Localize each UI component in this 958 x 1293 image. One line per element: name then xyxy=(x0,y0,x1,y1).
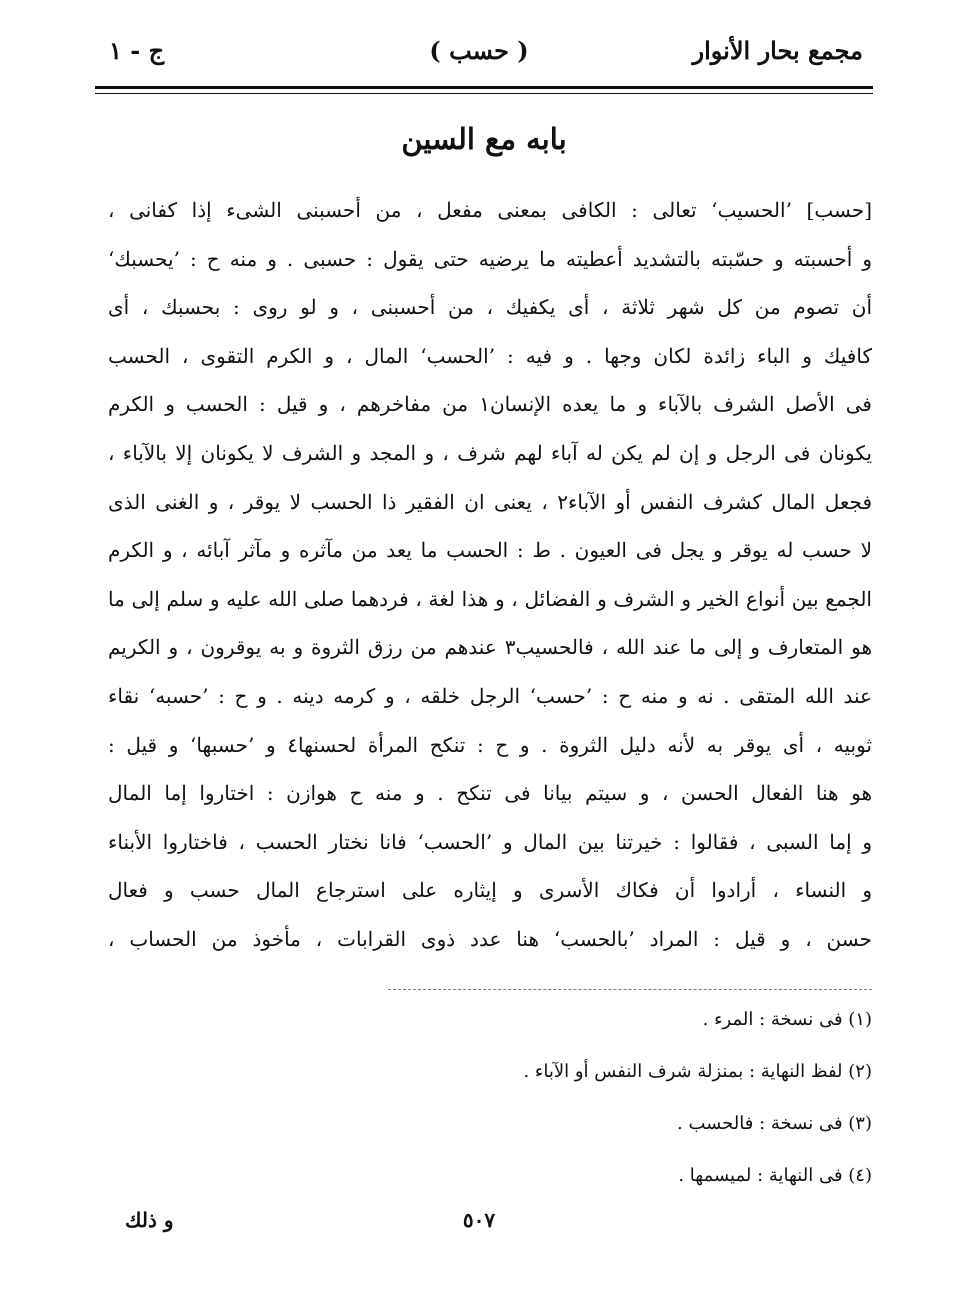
footnote: (٢) لفظ النهاية : بمنزلة شرف النفس أو الآباء . xyxy=(523,1061,872,1082)
page-footer xyxy=(95,1208,863,1248)
footnote-divider xyxy=(388,989,872,990)
text-line: و أحسبته و حسّبته بالتشديد أعطيته ما يرضيه حتى يقول : حسبى . و منه ح : ’يحسبك‘ xyxy=(108,246,872,271)
text-line: [حسب] ’الحسيب‘ تعالى : الكافى بمعنى مفعل ، من أحسبنى الشىء إذا كفانى ، xyxy=(108,198,872,222)
text-line: أن تصوم من كل شهر ثلاثة ، أى يكفيك ، من أحسبنى ، و لو روى : بحسبك ، أى xyxy=(108,295,872,320)
catchword: و ذلك xyxy=(125,1208,174,1232)
footnote: (٣) فى نسخة : فالحسب . xyxy=(677,1113,872,1134)
header-rule-thick xyxy=(95,86,873,89)
footnote: (١) فى نسخة : المرء . xyxy=(702,1009,872,1030)
text-line: حسن ، و قيل : المراد ’بالحسب‘ هنا عدد ذوى القرابات ، مأخوذ من الحساب ، xyxy=(108,926,872,951)
footnote: (٤) فى النهاية : لميسمها . xyxy=(678,1165,872,1186)
text-line: لا حسب له يوقر و يجل فى العيون . ط : الحسب ما يعد من مآثره و مآثر آبائه ، و الكرم xyxy=(108,538,872,563)
text-line: فجعل المال كشرف النفس أو الآباء٢ ، يعنى ان الفقير ذا الحسب لا يوقر ، و الغنى الذى xyxy=(108,489,872,514)
running-header xyxy=(95,36,863,86)
text-line: هو المتعارف و إلى ما عند الله ، فالحسيب٣ عندهم من رزق الثروة و به يوقرون ، و الكريم xyxy=(108,635,872,660)
section-title: بابه مع السين xyxy=(401,122,567,156)
page-number: ٥٠٧ xyxy=(462,1208,496,1232)
main-text xyxy=(108,186,872,964)
text-line: ثوبيه ، أى يوقر به لأنه دليل الثروة . و ح : تنكح المرأة لحسنها٤ و ’حسبها‘ و قيل : xyxy=(108,732,872,757)
entry-heading: ( حسب ) xyxy=(429,36,529,65)
volume-label: ج - ١ xyxy=(109,36,165,65)
text-line: فى الأصل الشرف بالآباء و ما يعده الإنسان١ من مفاخرهم ، و قيل : الحسب و الكرم xyxy=(108,392,872,417)
text-line: يكونان فى الرجل و إن لم يكن له آباء لهم شرف ، و المجد و الشرف لا يكونان إلا بالآباء ، xyxy=(108,440,872,465)
footnotes xyxy=(172,1000,872,1208)
text-line: و إما السبى ، فقالوا : خيرتنا بين المال و ’الحسب‘ فانا نختار الحسب ، فاختاروا الأبناء xyxy=(108,829,872,854)
text-line: الجمع بين أنواع الخير و الشرف و الفضائل ، و هذا لغة ، فردهما صلى الله عليه و سلم إلى ما xyxy=(108,586,872,611)
text-line: هو هنا الفعال الحسن ، و سيتم بيانا فى تنكح . و منه ح هوازن : اختاروا إما المال xyxy=(108,781,872,806)
book-title: مجمع بحار الأنوار xyxy=(692,36,863,65)
text-line: و النساء ، أرادوا أن فكاك الأسرى و إيثاره على استرجاع المال حسب و فعال xyxy=(108,878,872,903)
text-line: كافيك و الباء زائدة لكان وجها . و فيه : ’الحسب‘ المال ، و الكرم التقوى ، الحسب xyxy=(108,343,872,368)
header-rule-thin xyxy=(95,93,873,94)
text-line: عند الله المتقى . نه و منه ح : ’حسب‘ الرجل خلقه ، و كرمه دينه . و ح : ’حسبه‘ نقاء xyxy=(108,683,872,708)
